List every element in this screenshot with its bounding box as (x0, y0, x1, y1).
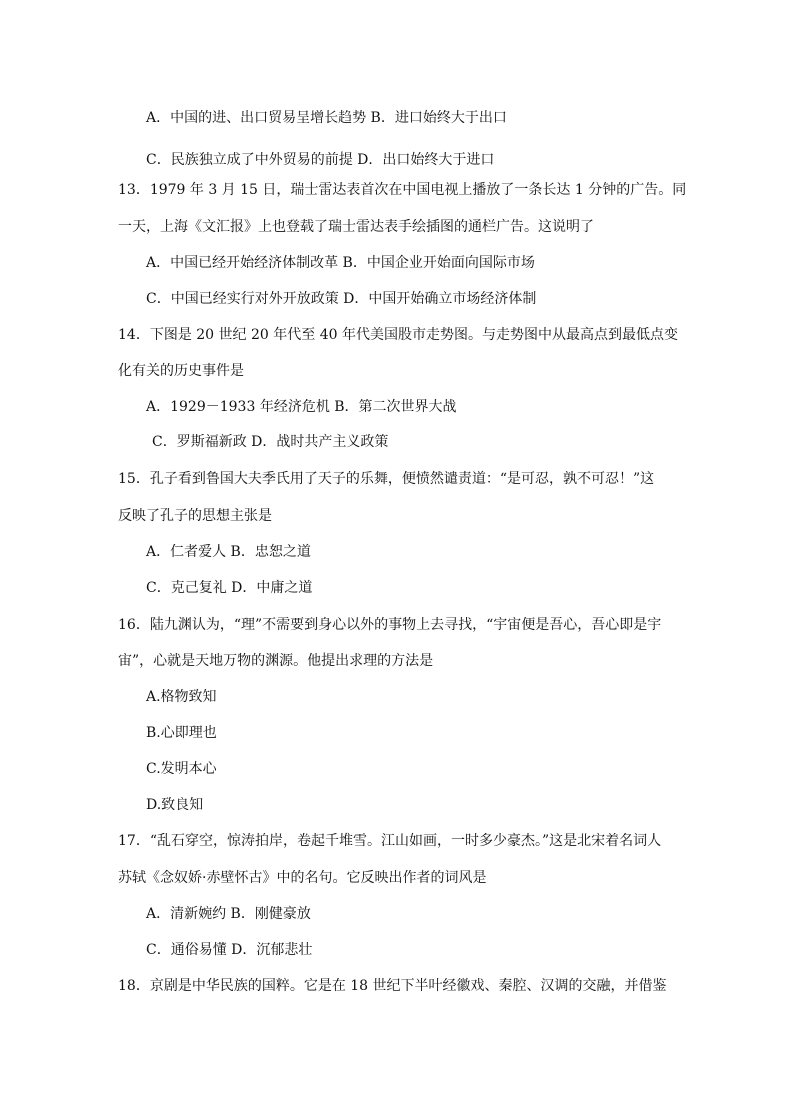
option-line: A．中国已经开始经济体制改革 B．中国企业开始面向国际市场 (146, 255, 535, 271)
option-line: C．通俗易懂 D．沉郁悲壮 (146, 942, 313, 958)
question-17: 17．“乱石穿空，惊涛拍岸，卷起千堆雪。江山如画，一时多少豪杰。”这是北宋着名词人 (118, 833, 662, 849)
question-text: 一天，上海《文汇报》上也登载了瑞士雷达表手绘插图的通栏广告。这说明了 (118, 219, 594, 235)
question-text: 宙”，心就是天地万物的渊源。他提出求理的方法是 (118, 653, 434, 669)
option-line: C.发明本心 (146, 761, 217, 777)
question-text: 反映了孔子的思想主张是 (118, 508, 272, 524)
option-line: A.格物致知 (146, 689, 217, 705)
question-18: 18．京剧是中华民族的国粹。它是在 18 世纪下半叶经徽戏、秦腔、汉调的交融，并借鉴 (118, 978, 667, 994)
option-line: A．仁者爱人 B．忠恕之道 (146, 544, 311, 560)
option-line: D.致良知 (146, 797, 204, 813)
question-text: 苏轼《念奴娇·赤壁怀古》中的名句。它反映出作者的词风是 (118, 870, 487, 886)
question-13: 13．1979 年 3 月 15 日，瑞士雷达表首次在中国电视上播放了一条长达 1 分钟的广告。同 (118, 182, 687, 198)
option-line: C．罗斯福新政 D．战时共产主义政策 (152, 434, 389, 450)
question-15: 15．孔子看到鲁国大夫季氏用了天子的乐舞，便愤然谴责道：“是可忍，孰不可忍！”这 (118, 471, 655, 487)
option-line: C．中国已经实行对外开放政策 D．中国开始确立市场经济体制 (146, 291, 537, 307)
question-text: 化有关的历史事件是 (118, 363, 244, 379)
option-line: A．中国的进、出口贸易呈增长趋势 B．进口始终大于出口 (146, 110, 507, 126)
question-16: 16．陆九渊认为，“理”不需要到身心以外的事物上去寻找，“宇宙便是吾心，吾心即是宇 (118, 617, 662, 633)
option-line: B.心即理也 (146, 725, 217, 741)
option-line: A．清新婉约 B．刚健豪放 (146, 906, 311, 922)
option-line: A．1929－1933 年经济危机 B．第二次世界大战 (146, 399, 457, 415)
option-line: C．民族独立成了中外贸易的前提 D．出口始终大于进口 (146, 152, 495, 168)
option-line: C．克己复礼 D．中庸之道 (146, 580, 313, 596)
question-14: 14．下图是 20 世纪 20 年代至 40 年代美国股市走势图。与走势图中从最高点到最低点变 (118, 327, 678, 343)
